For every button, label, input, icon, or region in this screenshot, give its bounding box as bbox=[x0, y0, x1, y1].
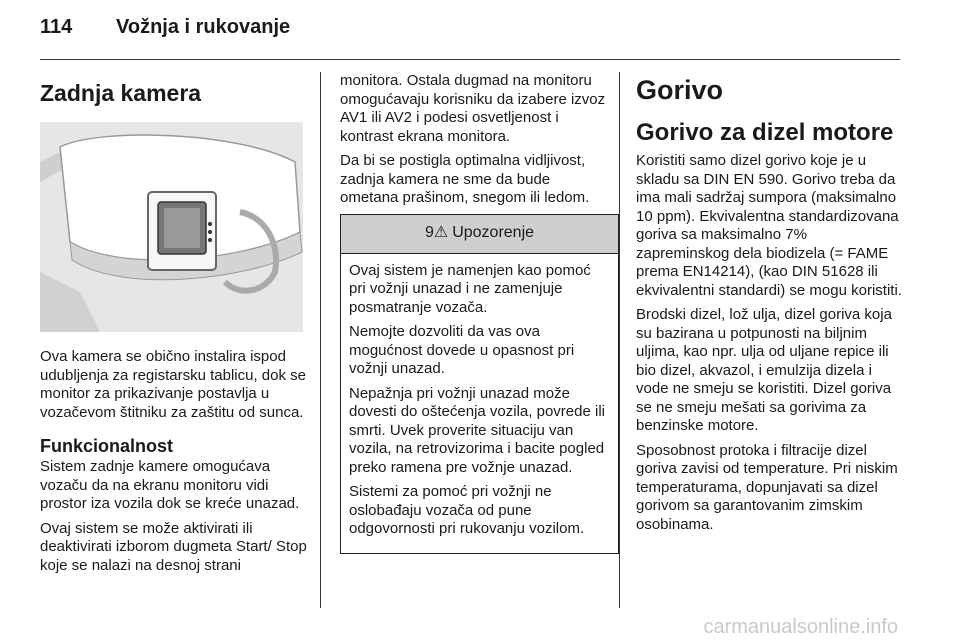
diesel-text-3: Sposobnost protoka i filtracije dizel goriva zavisi od temperature. Pri niskim temperaturama, dopunjavati sa dizel gorivom sa garantovanim zimskim osobinama. bbox=[636, 441, 898, 533]
warning-header bbox=[341, 215, 618, 254]
page-number: 114 bbox=[40, 16, 73, 38]
column-middle bbox=[340, 72, 608, 554]
warning-title: Upozorenje bbox=[452, 224, 535, 242]
sun-visor-monitor-illustration bbox=[40, 122, 303, 332]
column-divider-1 bbox=[320, 72, 321, 608]
subheading-functionality: Funkcionalnost bbox=[40, 436, 174, 456]
monitor-text: monitora. Ostala dugmad na monitoru omogućavaju korisniku da izabere izvoz AV1 ili AV2 i podesi osvetljenost i kontrast ekrana monitora. bbox=[340, 72, 606, 145]
warning-text-3: Nepažnja pri vožnji unazad može dovesti do oštećenja vozila, povrede ili smrti. Uvek proverite situaciju van vozila, na retrovizorima i bacite pogled preko ramena pre vožnje unazad. bbox=[349, 384, 605, 476]
warning-body bbox=[341, 254, 618, 553]
warning-text-4: Sistemi za pomoć pri vožnji ne oslobađaju vozača od pune odgovornosti pri rukovanju vozilom. bbox=[349, 483, 585, 537]
column-right bbox=[636, 72, 904, 540]
warning-text-1: Ovaj sistem je namenjen kao pomoć pri vožnji unazad i ne zamenjuje posmatranje vozača. bbox=[349, 261, 591, 316]
subheading-diesel-fuel: Gorivo za dizel motore bbox=[636, 119, 894, 146]
chapter-title: Vožnja i rukovanje bbox=[116, 16, 291, 38]
warning-text-2: Nemojte dozvoliti da vas ova mogućnost dovede u opasnost pri vožnji unazad. bbox=[349, 323, 575, 377]
header-rule bbox=[40, 59, 900, 60]
diesel-text-1: Koristiti samo dizel gorivo koje je u skladu sa DIN EN 590. Gorivo treba da ima mali sadržaj sumpora (maksimalno 10 ppm). Ekvivalentna standardizovana goriva sa maksimalno 7% zapreminskog dela biodizela (= FAME prema EN14214), (kao DIN 51628 ili ekvivalentni standardi) se mogu koristiti. bbox=[636, 152, 902, 299]
page-header bbox=[40, 16, 290, 39]
warning-triangle-icon: 9⚠ bbox=[424, 224, 449, 242]
functionality-text-1: Sistem zadnje kamere omogućava vozaču da na ekranu monitoru vidi prostor iza vozila dok se kreće unazad. bbox=[40, 458, 300, 512]
intro-text: Ova kamera se obično instalira ispod udubljenja za registarsku tablicu, dok se monitor za prikazivanje postavlja u vozačevom štitniku za zaštitu od sunca. bbox=[40, 348, 306, 421]
section-heading-fuel: Gorivo bbox=[636, 75, 724, 105]
column-left bbox=[40, 72, 308, 581]
watermark: carmanualsonline.info bbox=[703, 616, 898, 638]
visibility-text: Da bi se postigla optimalna vidljivost, zadnja kamera ne sme da bude ometana prašinom, snegom ili ledom. bbox=[340, 152, 590, 206]
diesel-text-2: Brodski dizel, lož ulja, dizel goriva koja su bazirana u potpunosti na biljnim uljima, kao npr. ulja od uljane repice ili bio dizel, akvazol, i emulzija dizela i vode ne smeju se koristiti. Dizel goriva se ne smeju mešati sa gorivima za benzinske motore. bbox=[636, 306, 892, 434]
column-divider-2 bbox=[619, 72, 620, 608]
section-heading-rear-camera: Zadnja kamera bbox=[40, 80, 202, 106]
functionality-text-2: Ovaj sistem se može aktivirati ili deaktivirati izborom dugmeta Start/ Stop koje se nalazi na desnoj strani bbox=[40, 519, 307, 574]
warning-box bbox=[340, 214, 619, 554]
